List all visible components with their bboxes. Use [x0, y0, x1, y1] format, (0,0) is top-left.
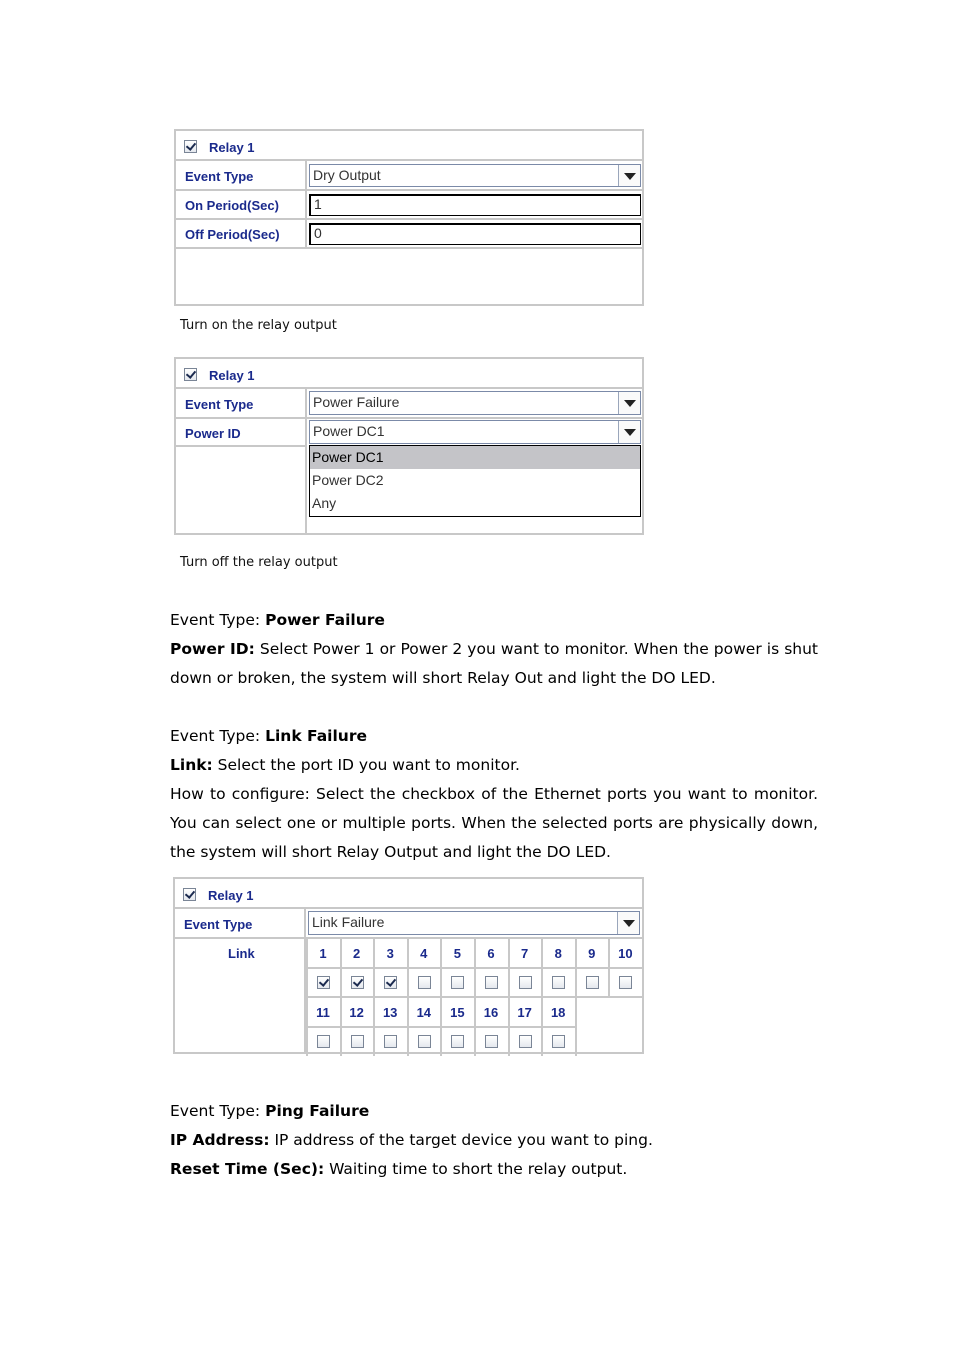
port-number-label: 17 — [517, 1005, 532, 1020]
reset-time-desc: Waiting time to short the relay output. — [324, 1160, 628, 1178]
off-period-input[interactable]: 0 — [309, 223, 641, 245]
link-desc: Select the port ID you want to monitor. — [212, 756, 520, 774]
relay-title: Relay 1 — [209, 140, 255, 155]
event-type-value: Dry Output — [313, 167, 381, 183]
port-checkbox[interactable] — [351, 1035, 364, 1048]
power-id-select[interactable] — [309, 420, 641, 444]
ip-address-desc: IP address of the target device you want to ping. — [269, 1131, 653, 1149]
port-number-label: 8 — [554, 946, 562, 961]
dropdown-option[interactable]: Power DC1 — [310, 446, 640, 469]
ping-failure-description — [170, 1097, 818, 1184]
port-checkbox[interactable] — [384, 1035, 397, 1048]
port-number-label: 10 — [618, 946, 633, 961]
chevron-down-icon[interactable] — [618, 165, 640, 186]
power-id-desc: Select Power 1 or Power 2 you want to monitor. When the power is shut down or broken, the system will short Relay Out and light the DO LED. — [170, 640, 818, 687]
event-type-value: Power Failure — [313, 394, 400, 410]
relay-enable-checkbox[interactable] — [184, 140, 197, 153]
port-number-label: 12 — [349, 1005, 364, 1020]
port-number-label: 9 — [588, 946, 596, 961]
port-checkbox[interactable] — [451, 1035, 464, 1048]
port-number-label: 2 — [352, 946, 361, 961]
link-failure-description — [170, 722, 818, 867]
how-to-configure: How to configure: Select the checkbox of the Ethernet ports you want to monitor. You can select one or multiple ports. When the selected ports are physically down, the system will short Relay Output and light the DO LED. — [170, 785, 818, 861]
event-type-value: Link Failure — [312, 914, 385, 930]
event-type-label: Event Type — [185, 397, 254, 412]
power-id-value: Power DC1 — [313, 423, 385, 439]
relay-panel-power-failure — [174, 357, 644, 535]
event-type-select[interactable] — [309, 164, 641, 187]
relay-title: Relay 1 — [209, 368, 255, 383]
event-type-select[interactable] — [309, 391, 641, 415]
power-id-term: Power ID: — [170, 640, 255, 658]
relay-title: Relay 1 — [208, 888, 254, 903]
port-number-label: 15 — [450, 1005, 465, 1020]
port-checkbox[interactable] — [351, 976, 364, 989]
on-period-label: On Period(Sec) — [185, 198, 279, 213]
port-number-label: 13 — [382, 1005, 398, 1020]
port-checkbox[interactable] — [317, 1035, 330, 1048]
port-checkbox[interactable] — [519, 1035, 532, 1048]
port-number-label: 4 — [420, 946, 428, 961]
port-checkbox[interactable] — [418, 1035, 431, 1048]
dropdown-option[interactable]: Power DC2 — [312, 472, 384, 488]
event-type-prefix: Event Type: — [170, 611, 266, 629]
port-checkbox[interactable] — [451, 976, 464, 989]
port-number-label: 5 — [453, 946, 461, 961]
port-number-label: 7 — [520, 946, 529, 961]
event-type-label: Event Type — [185, 169, 254, 184]
port-number-label: 3 — [386, 946, 394, 961]
power-id-dropdown-list — [309, 445, 641, 517]
on-period-input[interactable]: 1 — [309, 194, 641, 216]
off-period-label: Off Period(Sec) — [185, 227, 280, 242]
port-number-label: 11 — [316, 1005, 330, 1020]
port-number-label: 18 — [550, 1005, 566, 1020]
event-type-label: Event Type — [184, 917, 253, 932]
port-grid — [306, 939, 642, 1054]
reset-time-term: Reset Time (Sec): — [170, 1160, 325, 1178]
port-number-label: 1 — [319, 946, 327, 961]
dropdown-option[interactable]: Any — [312, 495, 337, 511]
relay-panel-dry-output — [174, 129, 644, 306]
port-checkbox[interactable] — [519, 976, 532, 989]
power-id-label: Power ID — [185, 426, 241, 441]
relay-enable-checkbox[interactable] — [183, 888, 196, 901]
relay-enable-checkbox[interactable] — [184, 368, 197, 381]
port-checkbox[interactable] — [485, 976, 498, 989]
chevron-down-icon[interactable] — [618, 392, 640, 414]
port-checkbox[interactable] — [586, 976, 599, 989]
port-checkbox[interactable] — [384, 976, 397, 989]
power-failure-description — [170, 606, 818, 693]
event-type-value: Ping Failure — [265, 1102, 370, 1120]
event-type-value: Power Failure — [265, 611, 385, 629]
port-checkbox[interactable] — [418, 976, 431, 989]
port-number-label: 6 — [487, 946, 495, 961]
port-checkbox[interactable] — [552, 976, 565, 989]
event-type-value: Link Failure — [265, 727, 367, 745]
link-term: Link: — [170, 756, 213, 774]
link-label: Link — [228, 946, 255, 961]
chevron-down-icon[interactable] — [617, 912, 639, 934]
port-number-label: 14 — [416, 1005, 432, 1020]
port-number-label: 16 — [483, 1005, 499, 1020]
port-checkbox[interactable] — [619, 976, 632, 989]
event-type-select[interactable] — [308, 911, 640, 935]
event-type-prefix: Event Type: — [170, 1102, 266, 1120]
port-checkbox[interactable] — [552, 1035, 565, 1048]
caption-turn-on: Turn on the relay output — [180, 318, 337, 333]
relay-panel-link-failure — [173, 877, 644, 1054]
port-checkbox[interactable] — [485, 1035, 498, 1048]
ip-address-term: IP Address: — [170, 1131, 270, 1149]
event-type-prefix: Event Type: — [170, 727, 266, 745]
chevron-down-icon[interactable] — [618, 421, 640, 443]
port-checkbox[interactable] — [317, 976, 330, 989]
caption-turn-off: Turn off the relay output — [180, 555, 338, 570]
